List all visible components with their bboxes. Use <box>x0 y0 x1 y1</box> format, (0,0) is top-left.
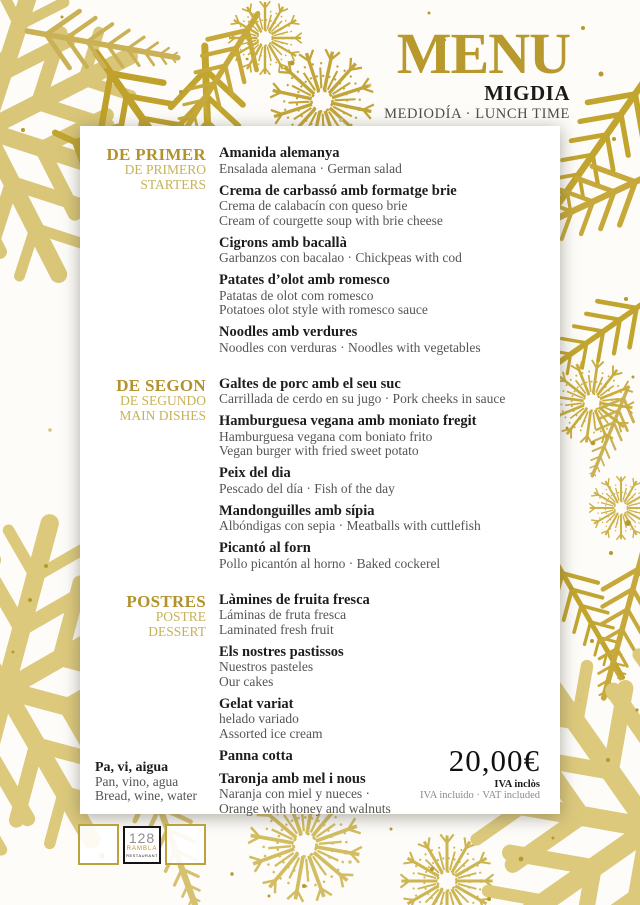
included-sub: Bread, wine, water <box>95 788 197 803</box>
menu-item <box>219 502 560 533</box>
section-title: DE SEGON <box>116 375 206 395</box>
item-name: Patates d’olot amb romesco <box>219 272 390 288</box>
item-name: Peix del dia <box>219 465 291 481</box>
menu-item <box>219 695 560 741</box>
section-header <box>94 147 206 364</box>
item-sub: Garbanzos con bacalao · Chickpeas with cod <box>219 250 462 265</box>
section-title: DE PRIMER <box>106 145 206 164</box>
item-sub: helado variado <box>219 711 299 726</box>
included-title: Pa, vi, aigua <box>95 760 169 775</box>
section-title: POSTRES <box>126 591 206 611</box>
menu-item <box>219 147 560 175</box>
included-block <box>95 761 197 803</box>
tax-note-ca: IVA inclòs <box>494 778 540 790</box>
item-sub: Hamburguesa vegana com boniato frito <box>219 428 433 444</box>
item-sub: Pescado del día · Fish of the day <box>219 480 395 496</box>
section-header <box>94 375 206 580</box>
item-name: Hamburguesa vegana amb moniato fregit <box>219 413 477 429</box>
included-sub: Pan, vino, agua <box>95 774 179 789</box>
logo-frame-left <box>78 824 119 865</box>
item-name: Gelat variat <box>219 695 294 712</box>
item-name: Galtes de porc amb el seu suc <box>219 375 401 392</box>
item-sub: Carrillada de cerdo en su jugo · Pork cheeks in sauce <box>219 391 506 406</box>
item-name: Amanida alemanya <box>219 145 340 161</box>
section-mains <box>94 375 560 580</box>
item-name: Mandonguilles amb sípia <box>219 502 375 519</box>
price-block <box>420 742 540 803</box>
item-sub: Assorted ice cream <box>219 725 323 741</box>
menu-item <box>219 415 560 457</box>
item-name: Panna cotta <box>219 747 293 764</box>
logo-number: 128 <box>128 829 156 846</box>
menu-item <box>219 182 560 228</box>
logo-badge <box>123 826 161 864</box>
menu-header <box>384 21 570 123</box>
item-sub: Patatas de olot com romesco <box>219 287 374 303</box>
logo-128-rambla <box>78 824 206 865</box>
item-sub: Potatoes olot style with romesco sauce <box>219 302 428 317</box>
section-title-es: DE PRIMERO <box>124 162 206 177</box>
menu-item <box>219 375 560 406</box>
menu-item <box>219 467 560 495</box>
item-sub: Crema de calabacín con queso brie <box>219 198 408 213</box>
logo-type: RESTAURANT <box>126 852 158 858</box>
page-title: MENU <box>396 21 570 86</box>
section-title-en: DESSERT <box>148 623 206 639</box>
menu-item <box>219 643 560 689</box>
item-name: Taronja amb mel i nous <box>219 770 366 787</box>
section-title-es: DE SEGUNDO <box>120 392 206 408</box>
item-sub: Noodles con verduras · Noodles with vegetables <box>219 339 481 355</box>
section-title-en: STARTERS <box>140 177 206 192</box>
menu-tagline: MEDIODÍA · LUNCH TIME <box>384 106 570 123</box>
section-title-es: POSTRE <box>155 608 206 624</box>
logo-name: RAMBLA <box>126 845 158 852</box>
tax-note-es-en: IVA incluido · VAT included <box>420 790 540 802</box>
card-footer <box>95 742 540 803</box>
item-name: Cigrons amb bacallà <box>219 234 347 251</box>
section-starters <box>94 147 560 364</box>
logo-frame-right <box>165 824 206 865</box>
item-sub: Ensalada alemana · German salad <box>219 160 402 176</box>
item-name: Crema de carbassó amb formatge brie <box>219 182 457 199</box>
menu-subtitle: MIGDIA <box>484 81 570 106</box>
item-name: Picantó al forn <box>219 540 311 556</box>
menu-item <box>219 234 560 265</box>
item-name: Noodles amb verdures <box>219 324 358 340</box>
item-sub: Láminas de fruta fresca <box>219 607 347 622</box>
item-sub: Pollo picantón al horno · Baked cockerel <box>219 555 441 571</box>
item-name: Els nostres pastissos <box>219 643 344 660</box>
item-sub: Vegan burger with fried sweet potato <box>219 443 419 458</box>
menu-item <box>219 591 560 637</box>
item-sub: Nuestros pasteles <box>219 659 314 674</box>
menu-item <box>219 326 560 354</box>
item-name: Làmines de fruita fresca <box>219 591 370 608</box>
menu-item <box>219 542 560 570</box>
section-title-en: MAIN DISHES <box>119 407 206 423</box>
item-sub: Orange with honey and walnuts <box>219 800 391 816</box>
menu-card <box>80 126 560 814</box>
item-sub: Naranja con miel y nueces · <box>219 786 371 801</box>
item-sub: Laminated fresh fruit <box>219 621 334 637</box>
item-sub: Our cakes <box>219 673 274 689</box>
price: 20,00€ <box>448 742 540 778</box>
item-sub: Cream of courgette soup with brie cheese <box>219 212 443 228</box>
menu-item <box>219 274 560 316</box>
item-sub: Albóndigas con sepia · Meatballs with cuttlefish <box>219 518 481 533</box>
